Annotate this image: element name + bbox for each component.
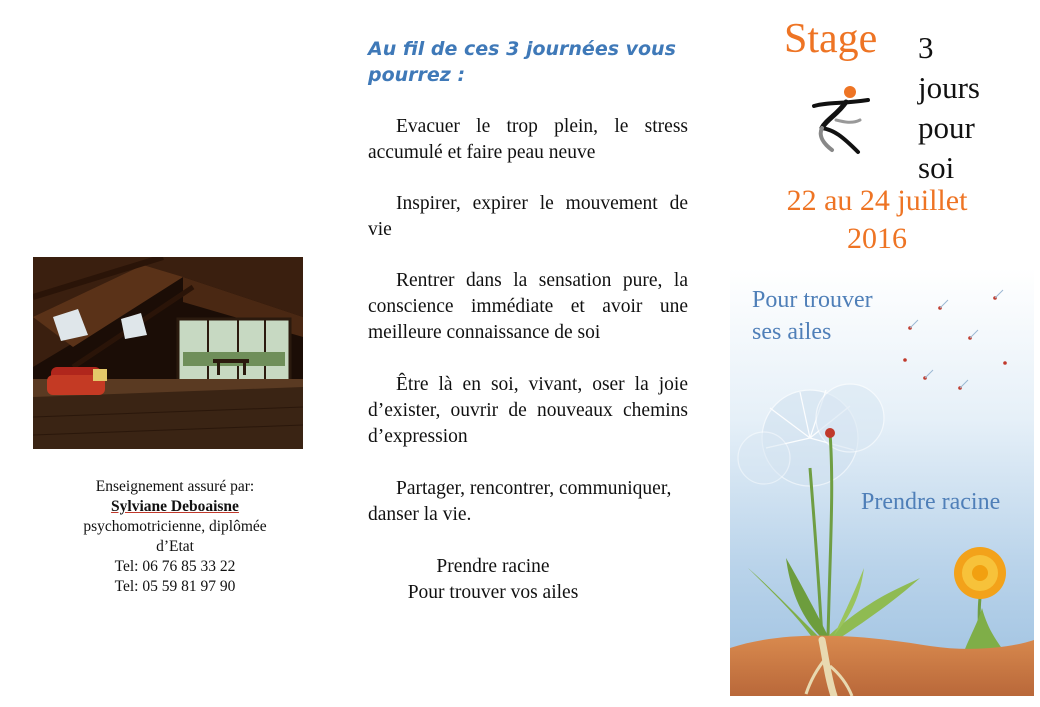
dancer-logo-icon	[808, 80, 872, 160]
tagline-line: 3	[918, 30, 934, 65]
wings-text-line2: ses ailes	[752, 319, 832, 345]
attic-room-photo	[33, 257, 303, 449]
closing-line-1: Prendre racine	[436, 556, 550, 577]
benefit-paragraph: Être là en soi, vivant, oser la joie d’exister, ouvrir de nouveaux chemins d’expression	[368, 374, 688, 447]
wings-text	[752, 284, 922, 348]
side-tagline	[918, 28, 1018, 188]
heading-line-2: pourrez :	[368, 64, 466, 86]
benefit-paragraph: Inspirer, expirer le mouvement de vie	[368, 193, 688, 240]
phone-1: Tel: 06 76 85 33 22	[114, 558, 236, 575]
tagline-line: jours	[918, 70, 980, 105]
dates-line-2: 2016	[847, 222, 907, 255]
benefit-paragraph: Rentrer dans la sensation pure, la conscience immédiate et avoir une meilleure connaissance de soi	[368, 270, 688, 343]
benefit-paragraph: Partager, rencontrer, communiquer, danser la vie.	[368, 478, 672, 525]
teacher-title-line1: psychomotricienne, diplômée	[83, 518, 267, 535]
tagline-line: pour	[918, 110, 975, 145]
phone-2: Tel: 05 59 81 97 90	[114, 578, 236, 595]
benefit-paragraph: Evacuer le trop plein, le stress accumulé et faire peau neuve	[368, 116, 688, 163]
closing-line-2: Pour trouver vos ailes	[407, 582, 579, 603]
contact-intro: Enseignement assuré par:	[95, 478, 255, 495]
wings-text-line1: Pour trouver	[752, 287, 873, 313]
heading-line-1: Au fil de ces 3 journées vous	[368, 38, 676, 60]
tagline-line: soi	[918, 150, 955, 185]
stage-title: Stage	[784, 16, 878, 62]
teacher-name: Sylviane Deboaisne	[111, 498, 239, 515]
roots-text: Prendre racine	[861, 489, 1001, 515]
contact-block	[40, 477, 310, 597]
program-heading	[368, 36, 708, 88]
teacher-title-line2: d’Etat	[156, 538, 194, 555]
stage-dates	[768, 182, 986, 258]
dates-line-1: 22 au 24 juillet	[786, 184, 968, 217]
